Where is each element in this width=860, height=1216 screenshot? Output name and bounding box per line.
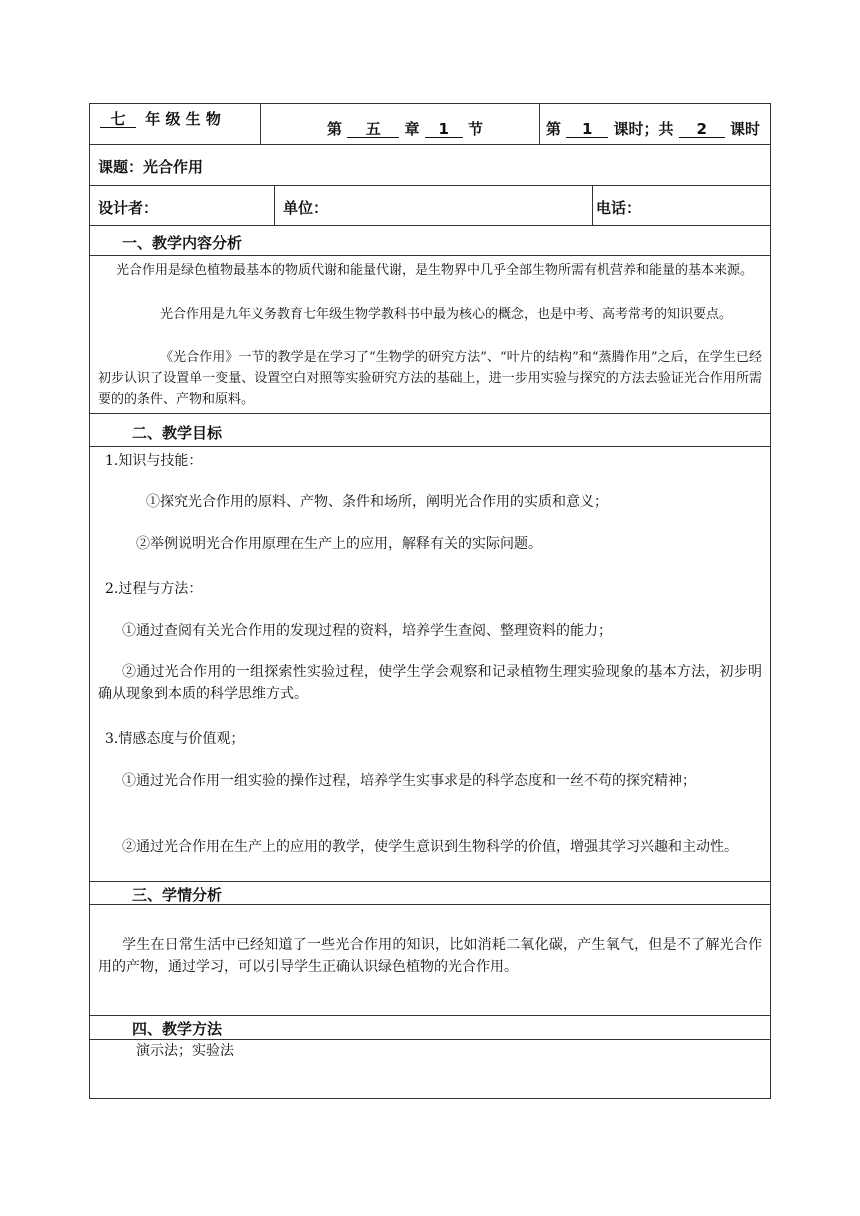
- knowledge-item-1: ①探究光合作用的原料、产物、条件和场所，阐明光合作用的实质和意义；: [146, 494, 608, 510]
- content-analysis-p1: 光合作用是绿色植物最基本的物质代谢和能量代谢，是生物界中几乎全部生物所需有机营养和能量的基本来源。: [116, 263, 754, 278]
- methods-text: 演示法；实验法: [136, 1043, 234, 1059]
- lesson-topic: 课题：光合作用: [98, 158, 204, 176]
- process-item-2: ②通过光合作用的一组探索性实验过程，使学生学会观察和记录植物生理实验现象的基本方法，初步明确从现象到本质的科学思维方式。: [98, 664, 762, 702]
- content-analysis-p2: 光合作用是九年义务教育七年级生物学教科书中最为核心的概念，也是中考、高考常考的知识要点。: [160, 307, 733, 322]
- content-analysis-p3: 《光合作用》一节的教学是在学习了“生物学的研究方法”、“叶片的结构”和“蒸腾作用”之后，在学生已经初步认识了设置单一变量、设置空白对照等实验研究方法的基础上，进一步用实验与探究的方法去验证光合作用所需要的的条件、产物和原料。: [98, 350, 762, 407]
- topic-row: [89, 145, 771, 186]
- designer-cell: [90, 186, 274, 225]
- lesson-unit: 课时: [729, 120, 760, 138]
- designer-label: 设计者：: [98, 199, 159, 217]
- student-analysis-body: [89, 905, 771, 1016]
- objectives-body: [89, 447, 771, 882]
- methods-heading: 四、教学方法: [132, 1020, 223, 1038]
- section-number: 1: [425, 121, 463, 138]
- chapter-cell: [260, 104, 539, 144]
- process-title: 2.过程与方法：: [105, 581, 203, 597]
- lesson-total-label: 课时；共: [613, 120, 674, 138]
- knowledge-item-2: ②举例说明光合作用原理在生产上的应用，解释有关的实际问题。: [136, 536, 542, 552]
- lesson-cell: [539, 104, 770, 144]
- attitude-item-2: ②通过光合作用在生产上的应用的教学，使学生意识到生物科学的价值，增强其学习兴趣和主动性。: [122, 839, 738, 855]
- methods-body: [89, 1040, 771, 1099]
- process-item-1: ①通过查阅有关光合作用的发现过程的资料，培养学生查阅、整理资料的能力；: [122, 623, 612, 639]
- objectives-heading-row: [89, 414, 771, 447]
- student-analysis-heading-row: [89, 882, 771, 905]
- phone-cell: [592, 186, 770, 225]
- content-analysis-heading-row: [89, 226, 771, 256]
- student-analysis-p1: 学生在日常生活中已经知道了一些光合作用的知识，比如消耗二氧化碳，产生氧气，但是不了解光合作用的产物，通过学习，可以引导学生正确认识绿色植物的光合作用。: [98, 937, 762, 975]
- chapter-unit: 章: [404, 120, 420, 138]
- chapter-label: 第: [327, 120, 343, 138]
- phone-label: 电话：: [596, 199, 642, 217]
- unit-label: 单位：: [283, 199, 329, 217]
- methods-heading-row: [89, 1016, 771, 1040]
- attitude-item-1: ①通过光合作用一组实验的操作过程，培养学生实事求是的科学态度和一丝不苟的探究精神；: [122, 773, 696, 789]
- section-unit: 节: [467, 120, 483, 138]
- grade-subject-cell: [90, 104, 260, 144]
- unit-cell: [274, 186, 592, 225]
- content-analysis-body: [89, 256, 771, 414]
- grade-number: 七: [100, 111, 136, 128]
- knowledge-title: 1.知识与技能：: [105, 453, 203, 469]
- lesson-number: 1: [566, 121, 608, 138]
- grade-subject: 年 级 生 物: [145, 110, 221, 128]
- chapter-number: 五: [347, 121, 399, 138]
- content-analysis-heading: 一、教学内容分析: [122, 234, 243, 252]
- student-analysis-heading: 三、学情分析: [132, 886, 223, 904]
- lesson-total: 2: [679, 121, 725, 138]
- meta-row: [89, 186, 771, 226]
- lesson-plan-table: [89, 103, 771, 1099]
- attitude-title: 3.情感态度与价值观；: [105, 731, 245, 747]
- objectives-heading: 二、教学目标: [132, 424, 223, 442]
- header-row: [89, 103, 771, 145]
- lesson-label: 第: [546, 120, 562, 138]
